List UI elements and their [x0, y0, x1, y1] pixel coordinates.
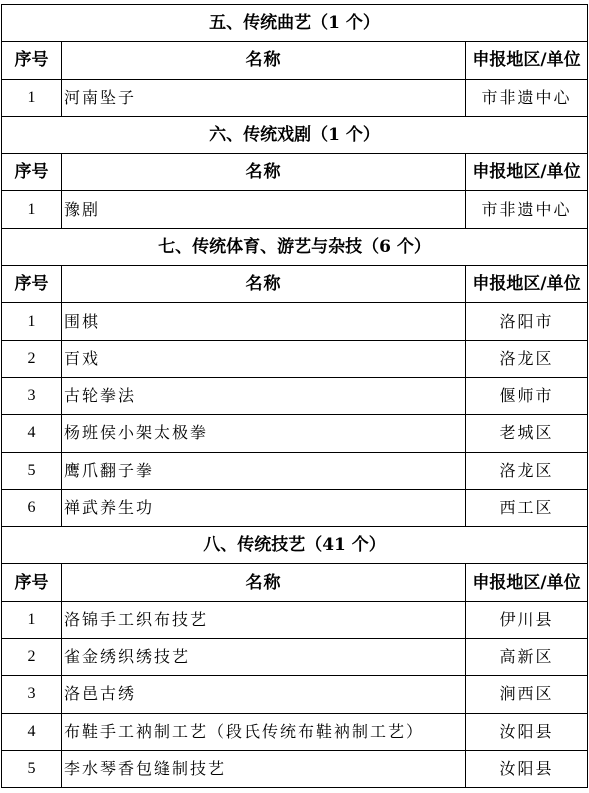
- header-no: 序号: [2, 564, 62, 601]
- header-unit: 申报地区/单位: [466, 154, 588, 191]
- row-number: 3: [2, 377, 62, 414]
- header-no: 序号: [2, 266, 62, 303]
- item-name: 豫剧: [62, 191, 466, 228]
- table-row: [2, 489, 588, 526]
- table-body: [2, 5, 588, 788]
- item-name: 洛锦手工织布技艺: [62, 601, 466, 638]
- item-name: 雀金绣织绣技艺: [62, 639, 466, 676]
- row-number: 5: [2, 452, 62, 489]
- column-header-row: [2, 42, 588, 79]
- header-name: 名称: [62, 564, 466, 601]
- section-title-row: [2, 527, 588, 564]
- table-row: [2, 750, 588, 787]
- item-name: 布鞋手工衲制工艺（段氏传统布鞋衲制工艺）: [62, 713, 466, 750]
- item-unit: 洛龙区: [466, 340, 588, 377]
- header-unit: 申报地区/单位: [466, 42, 588, 79]
- table-row: [2, 303, 588, 340]
- item-name: 河南坠子: [62, 79, 466, 116]
- heritage-list-table: [1, 4, 588, 788]
- row-number: 6: [2, 489, 62, 526]
- row-number: 1: [2, 303, 62, 340]
- column-header-row: [2, 266, 588, 303]
- header-unit: 申报地区/单位: [466, 266, 588, 303]
- item-name: 围棋: [62, 303, 466, 340]
- row-number: 1: [2, 191, 62, 228]
- item-unit: 老城区: [466, 415, 588, 452]
- item-name: 杨班侯小架太极拳: [62, 415, 466, 452]
- item-unit: 市非遗中心: [466, 79, 588, 116]
- item-name: 李水琴香包缝制技艺: [62, 750, 466, 787]
- header-unit: 申报地区/单位: [466, 564, 588, 601]
- section-title: 八、传统技艺（41 个）: [2, 527, 588, 564]
- row-number: 1: [2, 601, 62, 638]
- header-no: 序号: [2, 42, 62, 79]
- section-title-row: [2, 116, 588, 153]
- table-row: [2, 191, 588, 228]
- column-header-row: [2, 154, 588, 191]
- table-row: [2, 639, 588, 676]
- section-title-row: [2, 228, 588, 265]
- row-number: 4: [2, 415, 62, 452]
- section-title: 七、传统体育、游艺与杂技（6 个）: [2, 228, 588, 265]
- section-title-row: [2, 5, 588, 42]
- item-name: 洛邑古绣: [62, 676, 466, 713]
- column-header-row: [2, 564, 588, 601]
- table-row: [2, 452, 588, 489]
- item-unit: 伊川县: [466, 601, 588, 638]
- item-unit: 西工区: [466, 489, 588, 526]
- table-row: [2, 79, 588, 116]
- row-number: 1: [2, 79, 62, 116]
- item-name: 禅武养生功: [62, 489, 466, 526]
- row-number: 4: [2, 713, 62, 750]
- header-name: 名称: [62, 154, 466, 191]
- item-unit: 偃师市: [466, 377, 588, 414]
- item-unit: 高新区: [466, 639, 588, 676]
- item-unit: 涧西区: [466, 676, 588, 713]
- table-row: [2, 415, 588, 452]
- item-name: 古轮拳法: [62, 377, 466, 414]
- row-number: 2: [2, 340, 62, 377]
- item-unit: 汝阳县: [466, 750, 588, 787]
- header-name: 名称: [62, 266, 466, 303]
- item-unit: 洛龙区: [466, 452, 588, 489]
- row-number: 2: [2, 639, 62, 676]
- row-number: 3: [2, 676, 62, 713]
- item-name: 百戏: [62, 340, 466, 377]
- table-row: [2, 601, 588, 638]
- table-row: [2, 340, 588, 377]
- item-name: 鹰爪翻子拳: [62, 452, 466, 489]
- item-unit: 汝阳县: [466, 713, 588, 750]
- table-row: [2, 676, 588, 713]
- header-name: 名称: [62, 42, 466, 79]
- row-number: 5: [2, 750, 62, 787]
- section-title: 六、传统戏剧（1 个）: [2, 116, 588, 153]
- table-row: [2, 377, 588, 414]
- table-row: [2, 713, 588, 750]
- header-no: 序号: [2, 154, 62, 191]
- section-title: 五、传统曲艺（1 个）: [2, 5, 588, 42]
- item-unit: 市非遗中心: [466, 191, 588, 228]
- item-unit: 洛阳市: [466, 303, 588, 340]
